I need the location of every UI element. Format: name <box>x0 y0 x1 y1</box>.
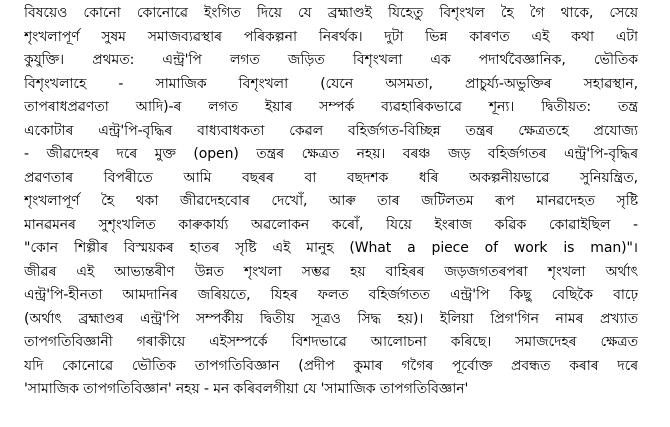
text-line: একোটাৰ এন্ট্ৰ'পি-বৃদ্ধিৰ বাধ্যবাধকতা কেৱল বহিৰ্জগত-বিচ্ছিন্ন তন্ত্ৰৰ ক্ষেত্ৰতহে প্ৰযোজ্য <box>24 122 638 139</box>
text-line: শৃংখলাপূৰ্ণ সুষম সমাজব্যৱস্থাৰ পৰিকল্পনা নিৰৰ্থক। দুটা ভিন্ন কাৰণত এই কথা এটা <box>24 28 638 45</box>
text-line: মানৱমনৰ সুশৃংখলিত কাৰুকাৰ্য্য অৱলোকন কৰোঁ, যিয়ে ইংৰাজ কৱিক কোৱাইছিল - <box>24 216 638 233</box>
text-line: শৃংখলাপূৰ্ণ হৈ থকা জীৱদেহবোৰ দেখোঁ, আৰু তাৰ জটিলতম ৰূপ মানৱদেহত সৃষ্টি <box>24 193 638 209</box>
body-text <box>24 2 638 402</box>
text-line: প্ৰৱণতাৰ বিপৰীতে আমি বছৰৰ বা বছদশক ধৰি অকল্পনীয়ভাৱে সুনিয়ন্ত্ৰিত, <box>24 169 638 186</box>
text-line: জীৱৰ এই আভ্যন্তৰীণ উন্নত শৃংখলা সম্ভৱ হয় বাহিৰৰ জড়জগতৰপৰা শৃংখলা অৰ্থাৎ <box>24 263 638 280</box>
text-line: যদি কোনোৱে ভৌতিক তাপগতিবিজ্ঞান (প্ৰদীপ কুমাৰ গগৈৰ পূৰ্বোক্ত প্ৰবন্ধত কৰাৰ দৰে <box>24 357 638 374</box>
text-line: তাপগতিবিজ্ঞানী গৰাকীয়ে এইসম্পৰ্কে বিশদভাৱে আলোচনা কৰিছে। সমাজদেহৰ ক্ষেত্ৰত <box>24 334 638 350</box>
text-line: বিশৃংখলাহে - সামাজিক বিশৃংখলা (যেনে অসমতা, প্ৰাচুৰ্য্য-অভুক্তিৰ সহাৱস্থান, <box>24 75 638 92</box>
text-line: এন্ট্ৰ'পি-হীনতা আমদানিৰ জৰিয়তে, যিহৰ ফলত বহিৰ্জগতত এন্ট্ৰ'পি কিছু বেছিকৈ বাঢ়ে <box>24 287 638 303</box>
text-line: বিষয়েও কোনো কোনোৱে ইংগিত দিয়ে যে ব্ৰহ্মাণ্ডই যিহেতু বিশৃংখল হৈ গৈ থাকে, সেয়ে <box>24 5 638 21</box>
text-line: (অৰ্থাৎ ব্ৰহ্মাণ্ডৰ এন্ট্ৰ'পি সম্পৰ্কীয় দ্বিতীয় সূত্ৰও সিদ্ধ হয়)। ইলিয়া প্ৰিগ'গিন নামৰ প্ৰখ্যাত <box>24 310 638 327</box>
text-line: কুযুক্তি। প্ৰথমত: এন্ট্ৰ'পি লগত জড়িত বিশৃংখলা এক পদাৰ্থবৈজ্ঞানিক, ভৌতিক <box>24 52 638 68</box>
text-line: - জীৱদেহৰ দৰে মুক্ত (open) তন্ত্ৰৰ ক্ষেত্ৰত নহয়। বৰঞ্চ জড় বহিৰ্জগতৰ এন্ট্ৰ'পি-বৃদ্ধিৰ <box>24 146 638 162</box>
text-line: 'সামাজিক তাপগতিবিজ্ঞান' নহয় - মন কৰিবলগীয়া যে 'সামাজিক তাপগতিবিজ্ঞান' <box>24 381 469 397</box>
text-line: তাপৰাধপ্ৰৱণতা আদি)-ৰ লগত ইয়াৰ সম্পৰ্ক ব্যৱহাৰিকভাৱে শূন্য। দ্বিতীয়ত: তন্ত্ৰ <box>24 99 638 115</box>
text-line: "কোন শিল্পীৰ বিস্ময়কৰ হাতৰ সৃষ্টি এই মানুহ (What a piece of work is man)"। <box>24 240 638 256</box>
